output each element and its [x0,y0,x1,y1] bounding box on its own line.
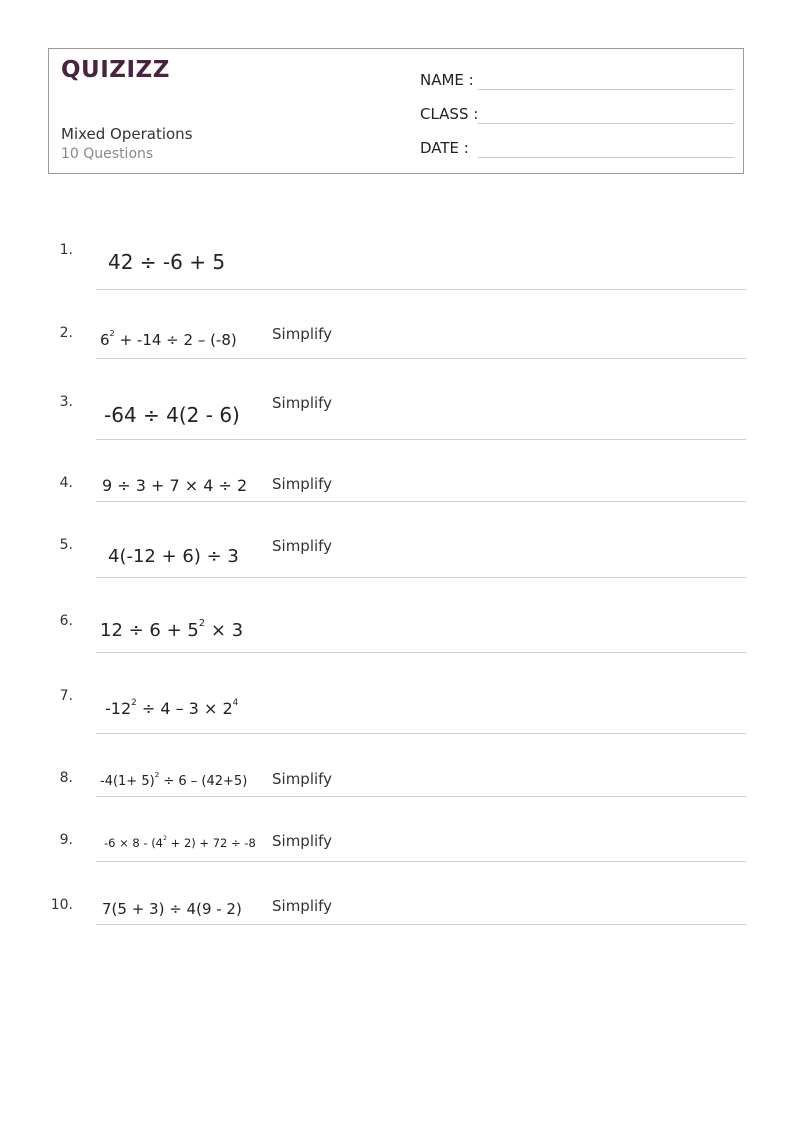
answer-line [96,652,746,653]
question-number: 10. [50,897,73,913]
question-number: 4. [59,475,73,491]
question-number: 6. [59,613,73,629]
question-expression: 42 ÷ -6 + 5 [108,250,226,274]
answer-line [96,358,746,359]
question-expression: $-4(1+ 5)^2 \div 6 - (42+5)$ [100,770,248,789]
question-instruction: Simplify [272,394,333,412]
question-expression: $12 \div 6 + 5^2 \times 3$ [100,617,244,641]
question-number: 5. [59,537,73,553]
date-field[interactable] [420,135,734,159]
question-instruction: Simplify [272,832,333,850]
answer-line [96,439,746,440]
question-expression: 7(5 + 3) ÷ 4(9 - 2) [102,900,242,918]
question-expression: $-12^2 \div 4 - 3 \times 2^4$ [105,697,239,718]
date-line [478,157,734,158]
quizizz-logo: QUIZIZZ [61,57,170,83]
answer-line [96,924,746,925]
question-expression: $-6 \times 8 - (4^2 + 2) + 72 \div -8$ [104,834,256,850]
question-expression: 9 ÷ 3 + 7 × 4 ÷ 2 [102,476,248,495]
question-instruction: Simplify [272,770,333,788]
answer-line [96,796,746,797]
answer-line [96,577,746,578]
class-line [478,123,734,124]
question-expression: $6^2 + -14 \div 2 - (-8)$ [100,328,237,349]
question-number: 2. [59,325,73,341]
question-instruction: Simplify [272,537,333,555]
question-instruction: Simplify [272,475,333,493]
question-number: 1. [59,242,73,258]
question-number: 3. [59,394,73,410]
date-label: DATE : [420,139,469,157]
question-number: 8. [59,770,73,786]
question-instruction: Simplify [272,897,333,915]
question-instruction: Simplify [272,325,333,343]
answer-line [96,289,746,290]
answer-line [96,733,746,734]
question-expression: 4(-12 + 6) ÷ 3 [108,546,239,567]
answer-line [96,501,746,502]
answer-line [96,861,746,862]
question-expression: -64 ÷ 4(2 - 6) [104,403,240,427]
worksheet-header [48,48,744,174]
class-label: CLASS : [420,105,479,123]
question-number: 7. [59,688,73,704]
name-label: NAME : [420,71,474,89]
question-number: 9. [59,832,73,848]
name-field[interactable] [420,67,734,91]
worksheet-title: Mixed Operations [61,125,193,143]
class-field[interactable] [420,101,734,125]
question-count: 10 Questions [61,146,154,162]
name-line [478,89,734,90]
